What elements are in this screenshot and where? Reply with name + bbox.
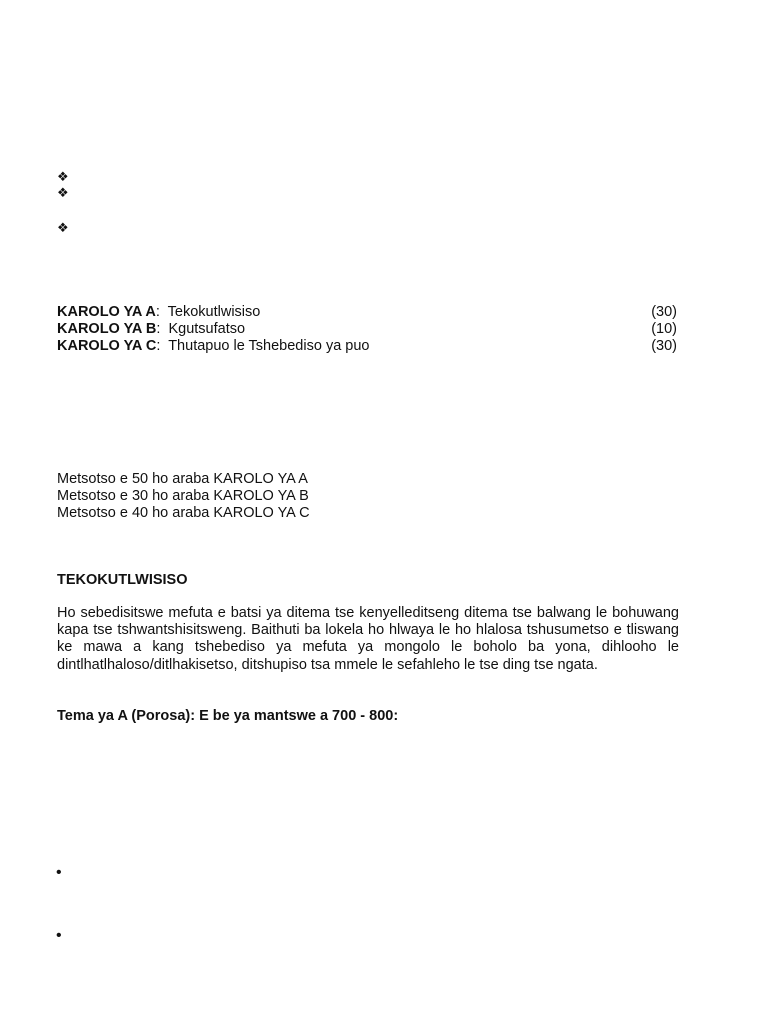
section-label: KAROLO YA B	[57, 321, 157, 337]
bullet-2: •	[56, 927, 62, 944]
section-row-a: KAROLO YA A: Tekokutlwisiso (30)	[57, 304, 677, 320]
bullet-1: •	[56, 864, 62, 881]
time-line-b: Metsotso e 30 ho araba KAROLO YA B	[57, 488, 309, 504]
diamond-bullet-3: ❖	[57, 221, 69, 236]
diamond-bullet-2: ❖	[57, 186, 69, 201]
section-title: Thutapuo le Tshebediso ya puo	[168, 338, 370, 354]
section-marks: (30)	[651, 338, 677, 354]
section-title: Tekokutlwisiso	[167, 304, 261, 320]
section-row-b: KAROLO YA B: Kgutsufatso (10)	[57, 321, 677, 337]
section-title: Kgutsufatso	[168, 321, 246, 337]
body-paragraph: Ho sebedisitswe mefuta e batsi ya ditema tse kenyelleditseng ditema tse balwang le bohuwang kapa tse tshwantshisitsweng. Baithuti ba lokela ho hlwaya le ho hlalosa tshusumetso e tliswang ke mawa a kang tshebediso ya mefuta ya mongolo le boholo ba yona, dihlooho le dintlhatlhaloso/ditlhakisetso, ditshupiso tsa mmele le sefahleho le tse ding tse ngata.	[57, 605, 679, 673]
subheading: Tema ya A (Porosa): E be ya mantswe a 700 - 800:	[57, 708, 399, 724]
time-line-c: Metsotso e 40 ho araba KAROLO YA C	[57, 505, 310, 521]
diamond-bullet-1: ❖	[57, 170, 69, 185]
section-marks: (10)	[651, 321, 677, 337]
section-heading: TEKOKUTLWISISO	[57, 572, 188, 588]
time-line-a: Metsotso e 50 ho araba KAROLO YA A	[57, 471, 308, 487]
section-label: KAROLO YA A	[57, 304, 156, 320]
section-row-c: KAROLO YA C: Thutapuo le Tshebediso ya puo (30)	[57, 338, 677, 354]
section-marks: (30)	[651, 304, 677, 320]
section-label: KAROLO YA C	[57, 338, 157, 354]
